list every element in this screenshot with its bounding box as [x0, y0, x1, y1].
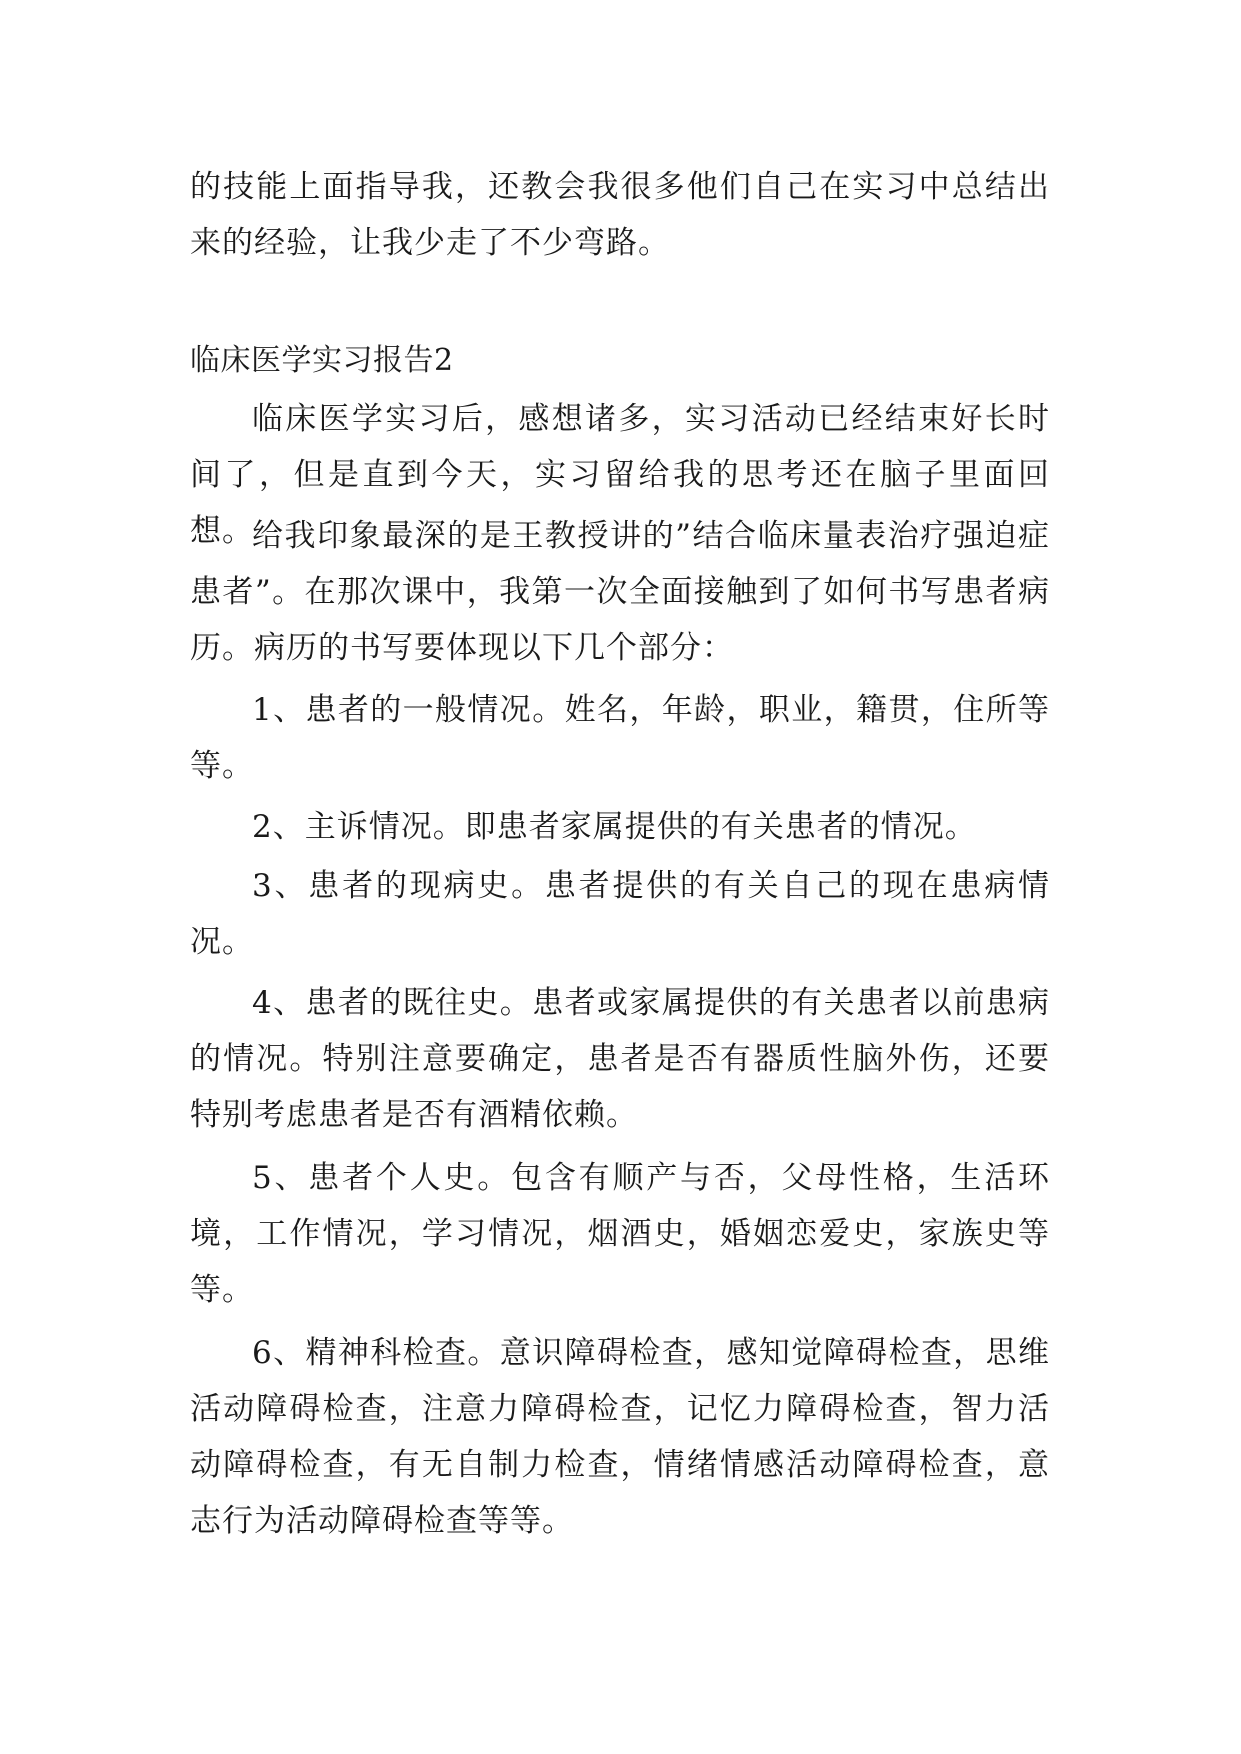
intro-paragraph: 临床医学实习后，感想诸多，实习活动已经结束好长时间了，但是直到今天，实习留给我的思考还在脑子里面回想。	[190, 401, 1050, 549]
list-item: 4、患者的既往史。患者或家属提供的有关患者以前患病的情况。特别注意要确定，患者是否有器质性脑外伤，还要特别考虑患者是否有酒精依赖。	[190, 985, 1050, 1133]
list-item: 1、患者的一般情况。姓名，年龄，职业，籍贯，住所等等。	[190, 692, 1050, 784]
list-item: 3、患者的现病史。患者提供的有关自己的现在患病情况。	[190, 868, 1050, 960]
list-item: 5、患者个人史。包含有顺产与否，父母性格，生活环境，工作情况，学习情况，烟酒史，婚姻恋爱史，家族史等等。	[190, 1160, 1050, 1308]
section-heading: 临床医学实习报告2	[190, 343, 454, 378]
list-item: 6、精神科检查。意识障碍检查，感知觉障碍检查，思维活动障碍检查，注意力障碍检查，记忆力障碍检查，智力活动障碍检查，有无自制力检查，情绪情感活动障碍检查，意志行为活动障碍检查等等。	[190, 1335, 1050, 1539]
impression-paragraph: 给我印象最深的是王教授讲的”结合临床量表治疗强迫症患者”。在那次课中，我第一次全面接触到了如何书写患者病历。病历的书写要体现以下几个部分：	[190, 518, 1050, 666]
list-item: 2、主诉情况。即患者家属提供的有关患者的情况。	[252, 809, 977, 845]
continuation-paragraph: 的技能上面指导我，还教会我很多他们自己在实习中总结出来的经验，让我少走了不少弯路。	[190, 169, 1050, 261]
